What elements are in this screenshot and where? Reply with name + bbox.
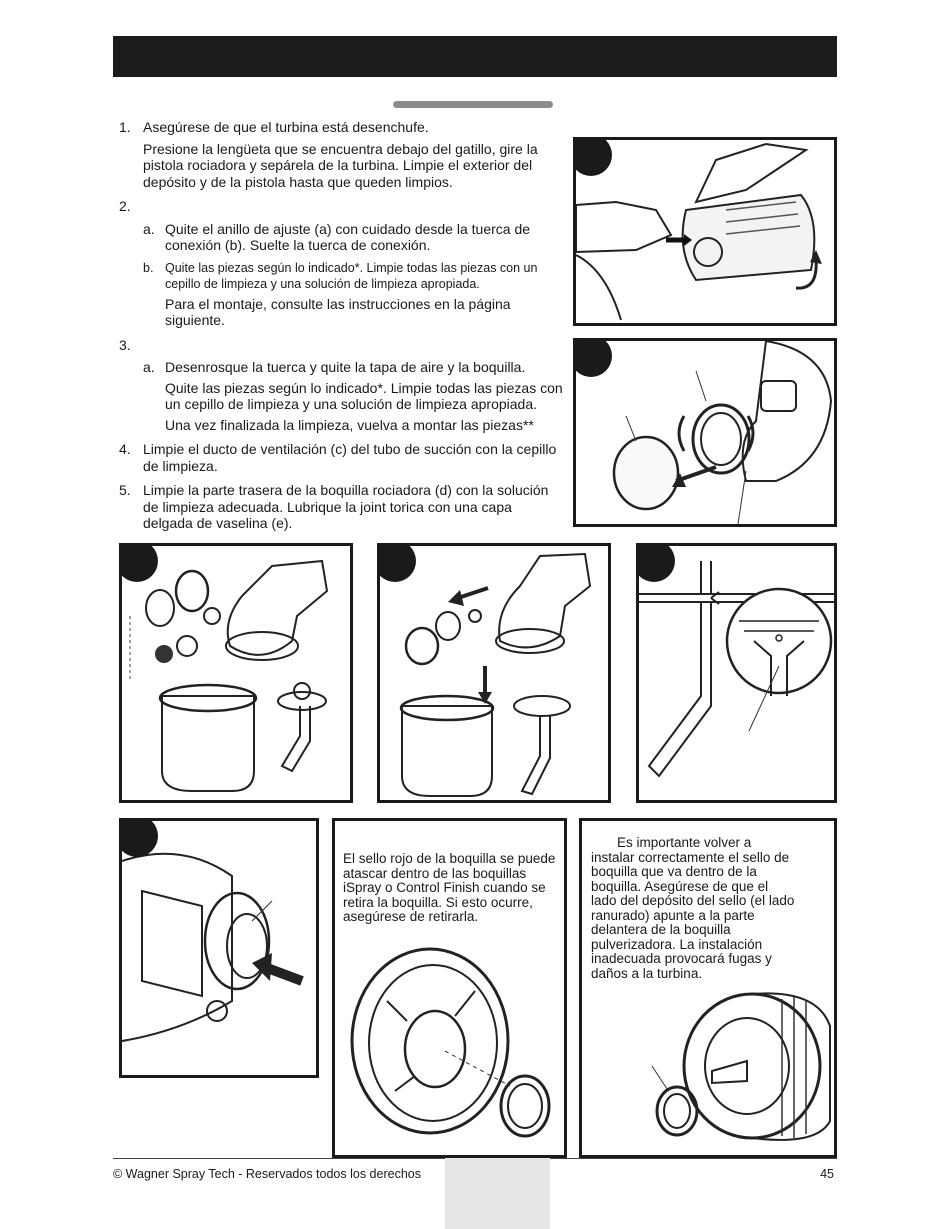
- section-divider: [393, 101, 553, 108]
- figure-nozzle-removal: [377, 543, 611, 803]
- substep-text: Para el montaje, consulte las instrucciones en la página siguiente.: [165, 295, 511, 328]
- note-panel-install: [579, 818, 837, 1158]
- step-5: [113, 482, 563, 532]
- instructions-list: [113, 119, 563, 540]
- figure-nozzle-back: [119, 818, 319, 1078]
- note-panel-seal: [332, 818, 567, 1158]
- nozzle-back-illustration: [122, 821, 316, 1075]
- install-illustration: [582, 821, 834, 1155]
- substep-text: Quite el anillo de ajuste (a) con cuidado desde la tuerca de conexión (b). Suelte la tuerca de conexión.: [165, 220, 531, 253]
- step-1: [113, 119, 563, 190]
- step-number: 2.: [119, 198, 131, 214]
- step-number: 5.: [119, 482, 131, 498]
- substep-3a: [143, 359, 563, 433]
- substep-2a: [143, 221, 563, 254]
- figure-sprayer-separation: [573, 137, 837, 326]
- step-text: Presione la lengüeta que se encuentra debajo del gatillo, gire la pistola rociadora y sepárela de la turbina. Limpie el exterior del depósito y de la pistola hasta que queden limpios.: [143, 140, 538, 190]
- header-bar: [113, 36, 837, 77]
- step-4: [113, 441, 563, 474]
- step-number: 3.: [119, 336, 131, 353]
- footer-tab: [445, 1158, 550, 1229]
- figure-suction-tube: [636, 543, 837, 803]
- suction-tube-illustration: [639, 546, 834, 800]
- substep-text: Una vez finalizada la limpieza, vuelva a montar las piezas**: [165, 416, 534, 433]
- ring-illustration: [576, 341, 834, 524]
- step-text: Asegúrese de que el turbina está desenchufe.: [143, 119, 429, 135]
- sprayer-illustration: [576, 140, 834, 323]
- nozzle-illustration: [380, 546, 608, 800]
- substep-2b: [143, 260, 563, 329]
- note-text-seal: El sello rojo de la boquilla se puede atascar dentro de las boquillas iSpray o Control Finish cuando se retira la boquilla. Si esto ocurre, asegúrese de retirarla.: [343, 851, 556, 924]
- substep-letter: a.: [143, 220, 155, 237]
- note-text-install: Es importante volver a instalar correctamente el sello de boquilla que va dentro de la boquilla. Asegúrese de que el lado del depósito del sello (el lado ranurado) apunte a la parte delantera de la boquilla pulverizadora. La instalación inadecuada provocará fugas y daños a la turbina.: [591, 835, 795, 981]
- substep-letter: a.: [143, 359, 155, 375]
- step-3: [113, 337, 563, 434]
- substep-text: Quite las piezas según lo indicado*. Limpie todas las piezas con un cepillo de limpieza y una solución de limpieza apropiada.: [165, 379, 563, 412]
- figure-ring-removal: [573, 338, 837, 527]
- figure-exploded-parts: [119, 543, 353, 803]
- substep-text: Desenrosque la tuerca y quite la tapa de aire y la boquilla.: [165, 359, 526, 375]
- step-text: Limpie el ducto de ventilación (c) del tubo de succión con la cepillo de limpieza.: [143, 441, 557, 474]
- substep-text: Quite las piezas según lo indicado*. Limpie todas las piezas con un cepillo de limpieza y una solución de limpieza apropiada.: [165, 260, 538, 291]
- exploded-parts-illustration: [122, 546, 350, 800]
- step-2: [113, 198, 563, 329]
- footer-copyright: © Wagner Spray Tech - Reservados todos los derechos: [113, 1167, 421, 1181]
- substep-letter: b.: [143, 260, 154, 275]
- step-number: 1.: [119, 119, 131, 135]
- step-text: Limpie la parte trasera de la boquilla rociadora (d) con la solución de limpieza adecuada. Lubrique la joint torica con una capa delgada de vaselina (e).: [143, 482, 549, 531]
- page-number: 45: [820, 1167, 834, 1181]
- step-number: 4.: [119, 441, 131, 457]
- seal-illustration: [335, 821, 564, 1155]
